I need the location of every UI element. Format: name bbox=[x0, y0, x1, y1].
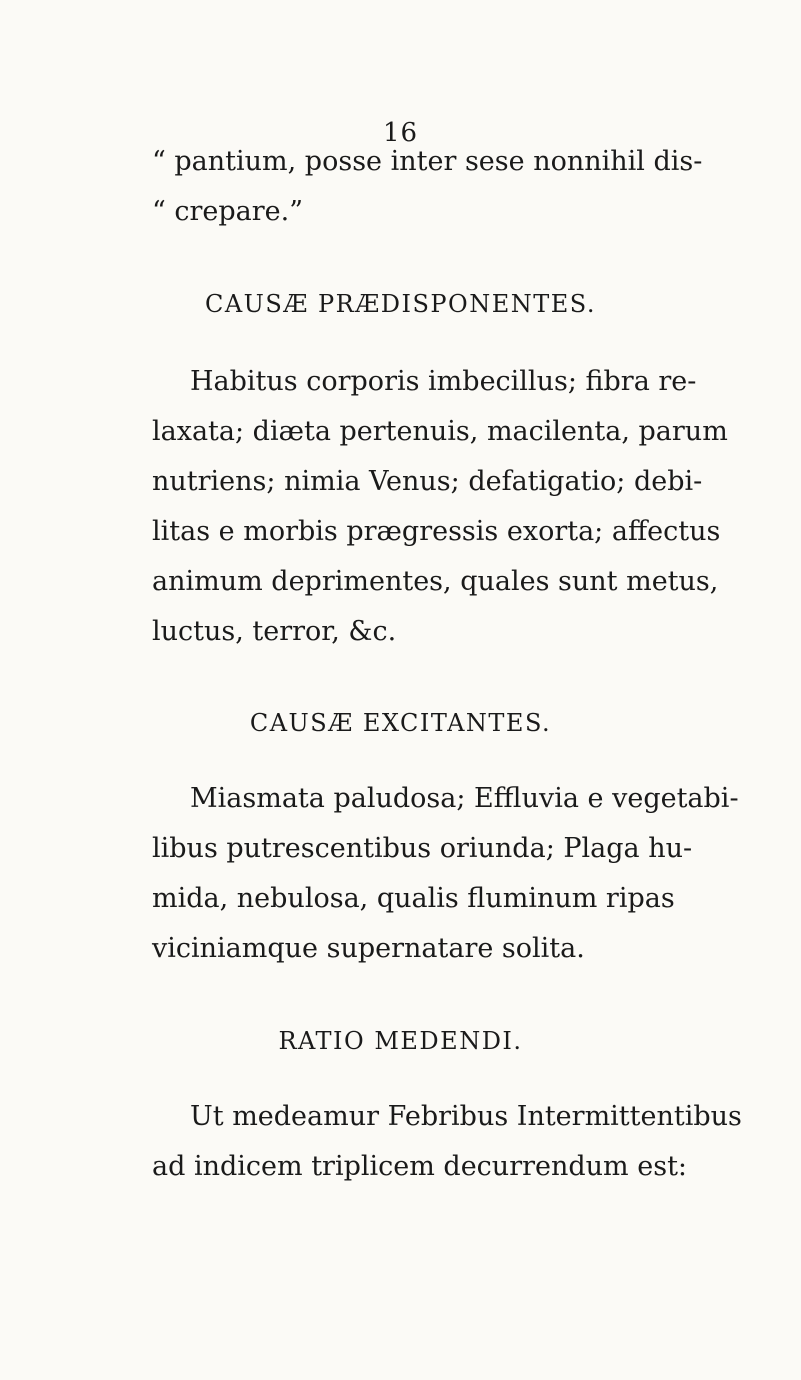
body-line: litas e morbis prægressis exorta; affectus bbox=[152, 516, 721, 547]
body-line: laxata; diæta pertenuis, macilenta, parum bbox=[152, 416, 728, 447]
body-line: animum deprimentes, quales sunt metus, bbox=[152, 566, 719, 597]
body-line: Ut medeamur Febribus Intermittentibus bbox=[190, 1101, 742, 1132]
body-line: libus putrescentibus oriunda; Plaga hu- bbox=[152, 833, 693, 864]
body-line: mida, nebulosa, qualis fluminum ripas bbox=[152, 883, 675, 914]
section-heading-ratio-medendi: RATIO MEDENDI. bbox=[278, 1027, 523, 1055]
body-line: Habitus corporis imbecillus; fibra re- bbox=[190, 366, 697, 397]
section-heading-predisponentes: CAUSÆ PRÆDISPONENTES. bbox=[204, 290, 596, 318]
body-line: luctus, terror, &c. bbox=[152, 616, 397, 647]
body-line: ad indicem triplicem decurrendum est: bbox=[152, 1151, 688, 1182]
body-line: “ crepare.” bbox=[152, 196, 304, 227]
body-line: Miasmata paludosa; Effluvia e vegetabi- bbox=[190, 783, 739, 814]
section-heading-excitantes: CAUSÆ EXCITANTES. bbox=[249, 709, 552, 737]
body-line: viciniamque supernatare solita. bbox=[152, 933, 585, 964]
page-number: 16 bbox=[382, 118, 419, 148]
body-line: nutriens; nimia Venus; defatigatio; debi- bbox=[152, 466, 703, 497]
body-line: “ pantium, posse inter sese nonnihil dis- bbox=[152, 146, 703, 177]
